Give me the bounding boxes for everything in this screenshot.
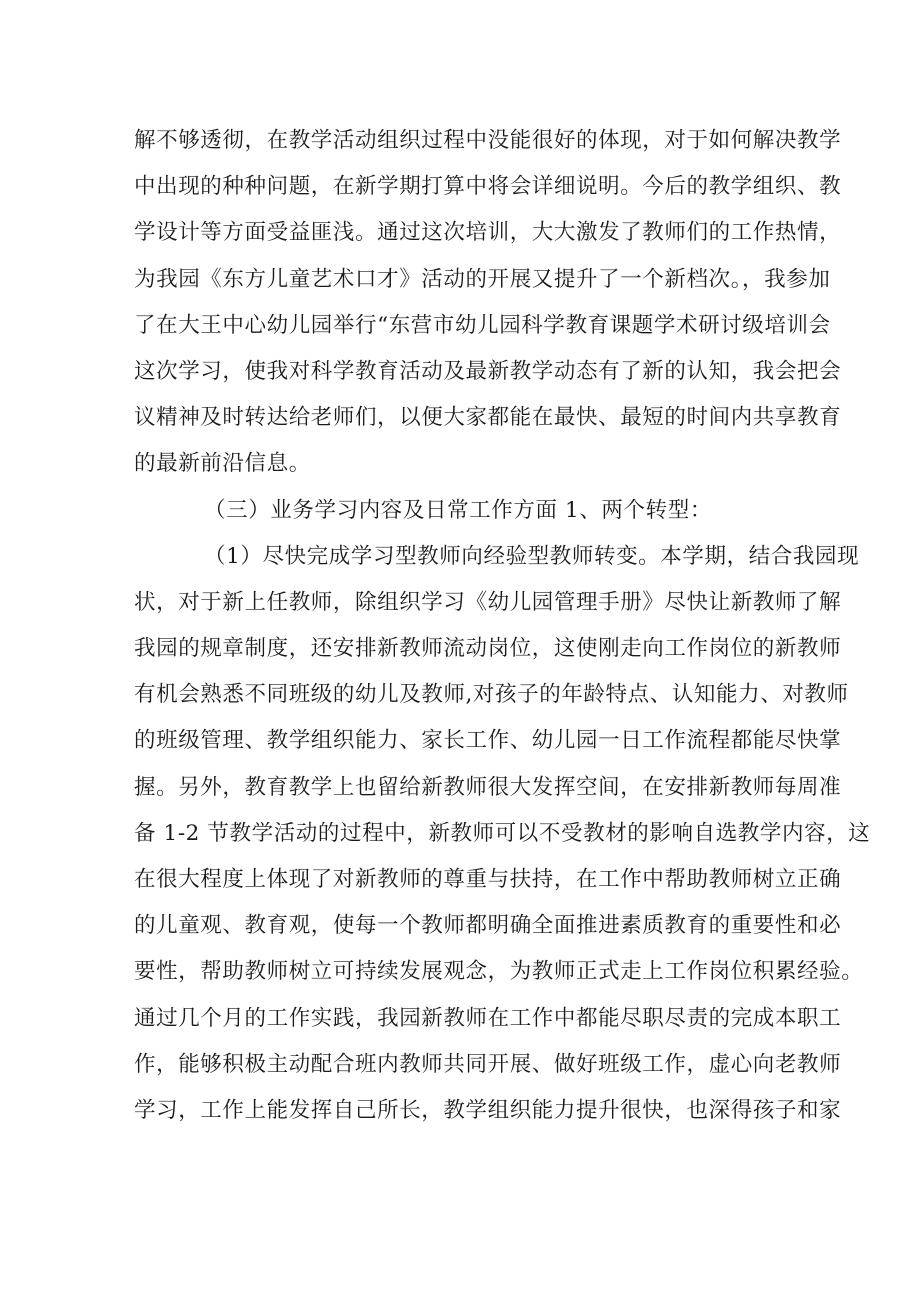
paragraph-3-line-7: 的儿童观、教育观，使每一个教师都明确全面推进素质教育的重要性和必 (134, 913, 842, 939)
paragraph-0-line-5: 这次学习，使我对科学教育活动及最新教学动态有了新的认知，我会把会 (134, 358, 842, 384)
paragraph-3-line-6: 在很大程度上体现了对新教师的尊重与扶持，在工作中帮助教师树立正确 (134, 867, 842, 892)
document-body (134, 118, 871, 1134)
paragraph-1-line-0: （三）业务学习内容及日常工作方面 1、两个转型： (204, 497, 712, 523)
paragraph-3-line-3: 的班级管理、教学组织能力、家长工作、幼儿园一日工作流程都能尽快掌 (134, 728, 842, 754)
paragraph-3-line-9: 通过几个月的工作实践，我园新教师在工作中都能尽职尽责的完成本职工 (134, 1005, 842, 1031)
paragraph-0-line-2: 学设计等方面受益匪浅。通过这次培训，大大激发了教师们的工作热情， (134, 220, 842, 246)
paragraph-0-line-3: 为我园《东方儿童艺术口才》活动的开展又提升了一个新档次。，我参加 (134, 266, 831, 292)
paragraph-3-line-11: 学习，工作上能发挥自己所长，教学组织能力提升很快，也深得孩子和家 (134, 1097, 842, 1123)
paragraph-0-line-7: 的最新前沿信息。 (134, 451, 311, 477)
paragraph-2-line-0: （1）尽快完成学习型教师向经验型教师转变。本学期，结合我园现 (204, 543, 860, 569)
paragraph-0-line-1: 中出现的种种问题，在新学期打算中将会详细说明。今后的教学组织、教 (134, 174, 842, 200)
paragraph-0-line-6: 议精神及时转达给老师们，以便大家都能在最快、最短的时间内共享教育 (134, 405, 842, 431)
paragraph-0-line-0: 解不够透彻，在教学活动组织过程中没能很好的体现，对于如何解决教学 (134, 128, 842, 153)
paragraph-3-line-8: 要性，帮助教师树立可持续发展观念，为教师正式走上工作岗位积累经验。 (134, 959, 864, 985)
paragraph-3-line-4: 握。另外，教育教学上也留给新教师很大发挥空间，在安排新教师每周准 (134, 774, 842, 800)
paragraph-3-line-2: 有机会熟悉不同班级的幼儿及教师,对孩子的年龄特点、认知能力、对教师 (134, 682, 849, 708)
paragraph-3-line-1: 我园的规章制度，还安排新教师流动岗位，这使刚走向工作岗位的新教师 (134, 636, 842, 662)
paragraph-3-line-0: 状，对于新上任教师，除组织学习《幼儿园管理手册》尽快让新教师了解 (134, 589, 842, 615)
paragraph-0-line-4: 了在大王中心幼儿园举行“东营市幼儿园科学教育课题学术研讨级培训会 (134, 312, 831, 338)
paragraph-3-line-5: 备 1-2 节教学活动的过程中，新教师可以不受教材的影响自选教学内容，这 (134, 820, 871, 846)
paragraph-3-line-10: 作，能够积极主动配合班内教师共同开展、做好班级工作，虚心向老教师 (134, 1051, 842, 1077)
